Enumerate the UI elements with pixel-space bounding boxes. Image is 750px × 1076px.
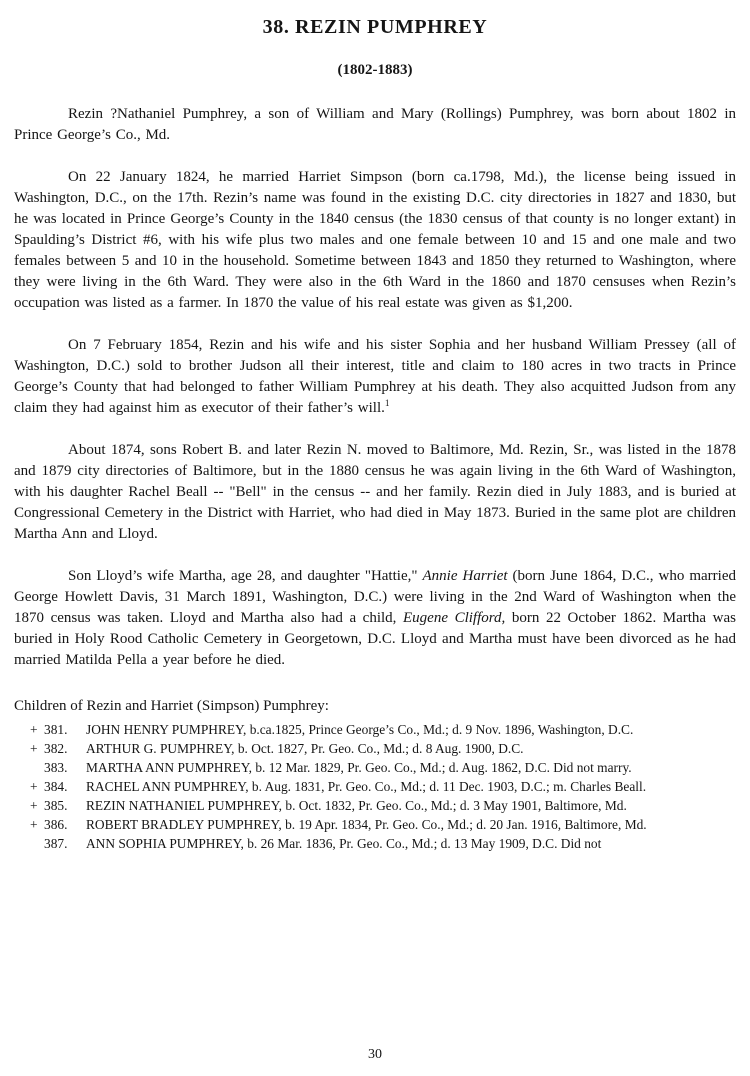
body-paragraphs: [14, 104, 736, 671]
page-title: 38. REZIN PUMPHREY: [262, 16, 488, 38]
child-number: 387.: [44, 836, 68, 851]
child-plus-marker: +: [30, 741, 38, 756]
child-entry: [14, 720, 736, 739]
child-text: ARTHUR G. PUMPHREY, b. Oct. 1827, Pr. Geo. Co., Md.; d. 8 Aug. 1900, D.C.: [86, 741, 524, 756]
child-number: 386.: [44, 817, 68, 832]
child-entry: [14, 796, 736, 815]
child-text: JOHN HENRY PUMPHREY, b.ca.1825, Prince George’s Co., Md.; d. 9 Nov. 1896, Washington, D.C.: [86, 722, 634, 737]
child-number: 381.: [44, 722, 68, 737]
page-number: 30: [368, 1047, 382, 1062]
child-plus-marker: +: [30, 779, 38, 794]
child-number: 385.: [44, 798, 68, 813]
child-text: ROBERT BRADLEY PUMPHREY, b. 19 Apr. 1834, Pr. Geo. Co., Md.; d. 20 Jan. 1916, Baltimore, Md.: [86, 817, 647, 832]
paragraph: [14, 167, 736, 314]
italic-text: Annie Harriet: [422, 568, 508, 584]
child-entry: [14, 834, 736, 853]
paragraph-text: (born June 1864, D.C., who married George Howlett Davis, 31 March 1891, Washington, D.C.) were living in the 2nd Ward of Washington when the 1870 census was taken. Lloyd and Martha also had a child,: [14, 568, 736, 626]
child-plus-marker: +: [30, 798, 38, 813]
child-number: 382.: [44, 741, 68, 756]
child-entry: [14, 815, 736, 834]
child-text: RACHEL ANN PUMPHREY, b. Aug. 1831, Pr. Geo. Co., Md.; d. 11 Dec. 1903, D.C.; m. Charles Beall.: [86, 779, 647, 794]
paragraph: [14, 335, 736, 419]
page-subtitle: (1802-1883): [337, 62, 413, 78]
children-list: [14, 720, 736, 853]
child-plus-marker: +: [30, 817, 38, 832]
child-plus-marker: +: [30, 722, 38, 737]
child-text: REZIN NATHANIEL PUMPHREY, b. Oct. 1832, Pr. Geo. Co., Md.; d. 3 May 1901, Baltimore, Md.: [86, 798, 627, 813]
children-section-heading: Children of Rezin and Harriet (Simpson) Pumphrey:: [14, 698, 329, 714]
paragraph-text: born 22 October 1862. Martha was buried in Holy Rood Catholic Cemetery in Georgetown, D.C. Lloyd and Martha must have been divorced as he had married Matilda Pella a year before he died.: [14, 610, 737, 668]
paragraph: [14, 440, 736, 545]
paragraph-text: On 7 February 1854, Rezin and his wife and his sister Sophia and her husband William Pressey (all of Washington, D.C.) sold to brother Judson all their interest, title and claim to 180 acres in two tracts in Prince George’s County that had belonged to father William Pumphrey at his death. They also acquitted Judson from any claim they had against him as executor of their father’s will.: [14, 337, 736, 416]
paragraph-text: Son Lloyd’s wife Martha, age 28, and daughter "Hattie,": [68, 568, 423, 584]
paragraph-text: On 22 January 1824, he married Harriet Simpson (born ca.1798, Md.), the license being issued in Washington, D.C., on the 17th. Rezin’s name was found in the existing D.C. city directories in 1827 and 1830, but he was located in Prince George’s County in the 1840 census (the 1830 census of that county is no longer extant) in Spaulding’s District #6, with his wife plus two males and one female between 10 and 15 and one male and two females between 5 and 10 in the household. Sometime between 1843 and 1850 they returned to Washington, where they were living in the 6th Ward. They were also in the 6th Ward in the 1860 and 1870 censuses when Rezin’s occupation was listed as a farmer. In 1870 the value of his real estate was given as $1,200.: [14, 169, 736, 311]
footnote-marker: 1: [384, 399, 390, 409]
child-entry: [14, 739, 736, 758]
child-number: 384.: [44, 779, 68, 794]
child-entry: [14, 777, 736, 796]
paragraph: [14, 566, 736, 671]
paragraph-text: Rezin ?Nathaniel Pumphrey, a son of William and Mary (Rollings) Pumphrey, was born about 1802 in Prince George’s Co., Md.: [14, 106, 736, 143]
child-entry: [14, 758, 736, 777]
paragraph: [14, 104, 736, 146]
child-number: 383.: [44, 760, 68, 775]
italic-text: Eugene Clifford,: [403, 610, 506, 626]
child-text: MARTHA ANN PUMPHREY, b. 12 Mar. 1829, Pr. Geo. Co., Md.; d. Aug. 1862, D.C. Did not marry.: [86, 760, 632, 775]
paragraph-text: About 1874, sons Robert B. and later Rezin N. moved to Baltimore, Md. Rezin, Sr., was listed in the 1878 and 1879 city directories of Baltimore, but in the 1880 census he was again living in the 6th Ward of Washington, with his daughter Rachel Beall -- "Bell" in the census -- and her family. Rezin died in July 1883, and is buried at Congressional Cemetery in the District with Harriet, who had died in May 1873. Buried in the same plot are children Martha Ann and Lloyd.: [14, 442, 736, 542]
child-text: ANN SOPHIA PUMPHREY, b. 26 Mar. 1836, Pr. Geo. Co., Md.; d. 13 May 1909, D.C. Did not: [86, 836, 602, 851]
